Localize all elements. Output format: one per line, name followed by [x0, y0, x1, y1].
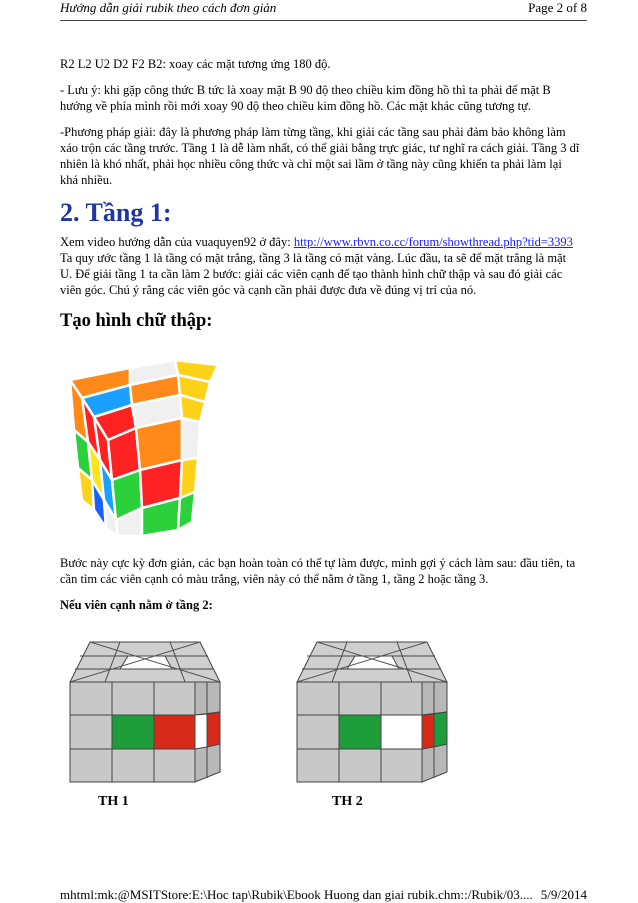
- paragraph-cross-step: Bước này cực kỳ đơn giản, các bạn hoàn toàn có thể tự làm được, mình gợi ý cách làm sau: đầu tiên, ta cần tìm các viên cạnh có màu trắng, viên này có thể nằm ở tầng 1, tầng 2 hoặc tầng 3.: [60, 556, 576, 586]
- document-title: Hướng dẫn giải rubik theo cách đơn giản: [60, 0, 277, 15]
- page-footer: [60, 881, 587, 903]
- case-1-cube-image: [60, 632, 225, 812]
- paragraph-video: [60, 234, 580, 250]
- main-content: [60, 56, 580, 344]
- print-date: 5/9/2014: [540, 887, 587, 902]
- source-path: mhtml:mk:@MSITStore:E:\Hoc tap\Rubik\Ebook Huong dan giai rubik.chm::/Rubik/03....: [60, 887, 533, 902]
- lower-content: [60, 555, 580, 623]
- paragraph-note: - Lưu ý: khi gặp công thức B tức là xoay mặt B 90 độ theo chiều kim đồng hồ thì ta phải để mặt B hướng về phía mình rồi mới xoay 90 độ theo chiều kim đồng hồ. Các mặt khác cũng tương tự.: [60, 83, 551, 113]
- case-2-label: TH 2: [332, 794, 363, 809]
- paragraph-rotations: R2 L2 U2 D2 F2 B2: xoay các mặt tương ứng 180 độ.: [60, 57, 331, 71]
- subsection-heading: Tạo hình chữ thập:: [60, 311, 213, 331]
- section-heading: 2. Tầng 1:: [60, 198, 172, 227]
- case-1-label: TH 1: [98, 794, 129, 809]
- video-link[interactable]: http://www.rbvn.co.cc/forum/showthread.php?tid=3393: [293, 235, 573, 249]
- video-intro-text: Xem video hướng dẫn của vuaquyen92 ở đây:: [60, 235, 294, 249]
- page-header: [60, 0, 587, 21]
- paragraph-method: -Phương pháp giải: đây là phương pháp làm từng tầng, khi giải các tầng sau phải đảm bảo không làm xáo trộn các tầng trước. Tầng 1 là dễ làm nhất, có thể giải bằng trực giác, tư nghĩ ra cách giải. Tầng 3 dĩ nhiên là khó nhất, phải học nhiều công thức và chỉ một sai lầm ở tầng này cũng khiến ta phải làm lại khá nhiều.: [60, 125, 580, 187]
- paragraph-layer-convention: Ta quy ước tầng 1 là tầng có mặt trắng, tầng 3 là tầng có mặt vàng. Lúc đầu, ta sẽ để mặt trắng là mặt U. Để giải tầng 1 ta cần làm 2 bước: giải các viên cạnh để tạo thành hình chữ thập và sau đó giải các viên góc. Chú ý rằng các viên góc và cạnh cần phải được đưa về đúng vị trí của nó.: [60, 251, 567, 297]
- case-2-cube-image: [287, 632, 452, 812]
- page-number: Page 2 of 8: [528, 0, 587, 15]
- rubik-cube-image: [60, 360, 223, 538]
- paragraph-layer2-case: Nếu viên cạnh nằm ở tầng 2:: [60, 598, 213, 612]
